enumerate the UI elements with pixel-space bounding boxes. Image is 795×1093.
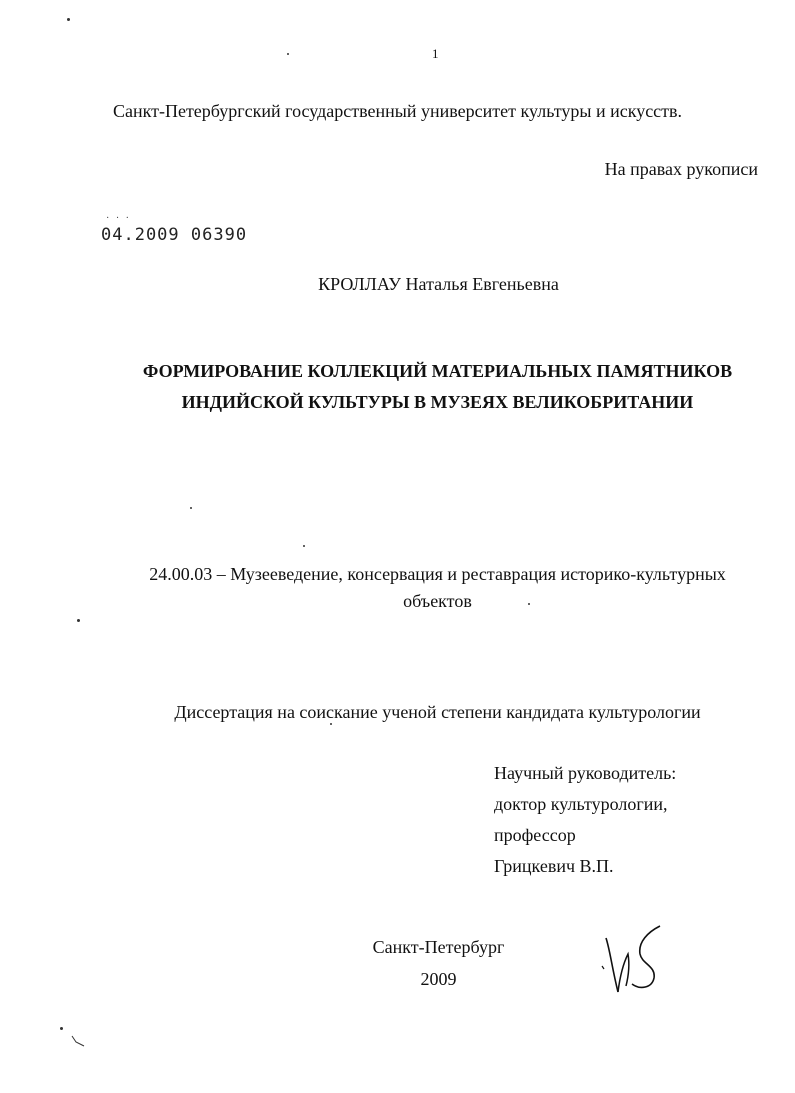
scan-mark xyxy=(70,1034,86,1048)
specialty-code xyxy=(0,561,795,615)
title-line: ИНДИЙСКОЙ КУЛЬТУРЫ В МУЗЕЯХ ВЕЛИКОБРИТАНИИ xyxy=(181,392,694,412)
handwritten-signature xyxy=(598,920,668,996)
scan-speck xyxy=(330,723,332,725)
page-number: 1 xyxy=(432,46,439,61)
scan-speck xyxy=(303,545,305,547)
city-year-block xyxy=(0,931,795,995)
supervisor-line: Грицкевич В.П. xyxy=(494,856,614,876)
manuscript-note: На правах рукописи xyxy=(604,159,758,179)
scan-speck xyxy=(190,507,192,509)
supervisor-line: Научный руководитель: xyxy=(494,763,677,783)
scan-speck xyxy=(67,18,70,21)
stamp-marks: · · · xyxy=(106,213,131,224)
supervisor-line: доктор культурологии, xyxy=(494,794,668,814)
year: 2009 xyxy=(420,969,457,989)
degree-statement: Диссертация на соискание ученой степени кандидата культурологии xyxy=(174,702,701,722)
university-name: Санкт-Петербургский государственный университет культуры и искусств. xyxy=(112,101,683,121)
scan-speck xyxy=(528,603,530,605)
dissertation-title xyxy=(0,356,795,418)
scan-speck xyxy=(287,53,289,55)
specialty-line: 24.00.03 – Музееведение, консервация и реставрация историко-культурных xyxy=(149,564,726,584)
specialty-line: объектов xyxy=(403,591,472,611)
supervisor-line: профессор xyxy=(494,825,576,845)
author-name: КРОЛЛАУ Наталья Евгеньевна xyxy=(318,274,559,294)
scan-speck xyxy=(60,1027,63,1030)
supervisor-block xyxy=(494,758,676,882)
city: Санкт-Петербург xyxy=(372,937,505,957)
title-line: ФОРМИРОВАНИЕ КОЛЛЕКЦИЙ МАТЕРИАЛЬНЫХ ПАМЯТНИКОВ xyxy=(142,361,733,381)
archive-code: 04.2009 06390 xyxy=(101,225,248,245)
scan-speck xyxy=(77,619,80,622)
